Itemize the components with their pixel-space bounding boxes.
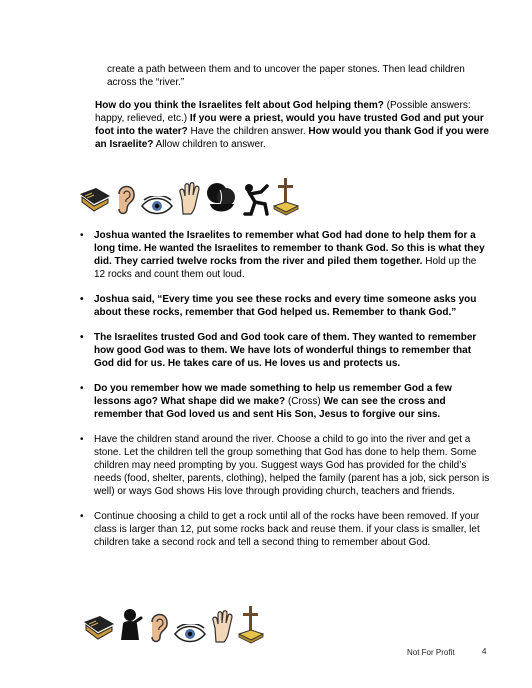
icon-strip-bottom [82,604,265,644]
intro-paragraph: create a path between them and to uncover the paper stones. Then lead children across the “river.” [107,64,465,88]
eye-icon [173,624,207,644]
praying-child-icon [119,608,145,644]
question-1: How do you think the Israelites felt about God helping them? [95,100,384,111]
bullet-4-statement: We can see the cross and remember that God loved us and sent His Son, Jesus to forgive our sins. [94,396,446,420]
hand-icon [210,610,234,644]
cross-bible-icon [237,604,265,644]
bullet-5: Have the children stand around the river. Choose a child to go into the river and get a stone. Let the children tell the group something that God has done to help them. Some children may need prompting by you. Suggest ways God has provided for the child’s needs (food, shelter, parents, clothing), helped the family (parent has a job, sick person is well) or ways God shows His love through providing church, teachers and friends. [94,434,490,497]
bullet-1-bold: Joshua wanted the Israelites to remember what God had done to help them for a long time. He wanted the Israelites to remember to thank God. So this is what they did. They carried twelve rocks from the river and piled them together. [94,230,485,267]
list-item [80,293,490,319]
list-item [80,331,490,370]
question-3: How would you thank God if you were an Israelite? [95,126,489,150]
bullet-3: The Israelites trusted God and God took care of them. They wanted to remember how good God was to them. We have lots of wonderful things to remember that God did for us. He takes care of us. He loves us and protects us. [94,332,477,369]
list-item [80,433,490,498]
list-item [80,510,490,549]
bible-icon [78,184,112,216]
bullet-dot: • [80,383,84,394]
kneeling-figure-icon [241,182,269,216]
bullet-dot: • [80,294,84,305]
ear-icon [148,610,170,644]
eye-icon [140,196,174,216]
praying-heads-icon [204,180,238,216]
discussion-questions [95,99,490,151]
answer-3: Allow children to answer. [153,139,266,150]
list-item [80,229,490,281]
question-2: If you were a priest, would you have trusted God and put your foot into the water? [95,113,484,137]
bullet-1-plain: Hold up the 12 rocks and count them out loud. [94,256,477,280]
cross-bible-icon [272,176,300,216]
bullet-dot: • [80,511,84,522]
hand-icon [177,182,201,216]
bullet-2: Joshua said, “Every time you see these rocks and every time someone asks you about these rocks, remember that God helped us. Remember to thank God.” [94,294,477,318]
bullet-4-answer: (Cross) [285,396,324,407]
bullet-6: Continue choosing a child to get a rock until all of the rocks have been removed. If your class is larger than 12, put some rocks back and reuse them. if your class is smaller, let children take a second rock and tell a second thing to remember about God. [94,511,480,548]
footer-text: Not For Profit [407,648,455,657]
answer-2: Have the children answer. [187,126,309,137]
bullet-dot: • [80,332,84,343]
page-number: 4 [482,647,487,656]
bullet-dot: • [80,434,84,445]
bible-icon [82,612,116,644]
answer-1: (Possible answers: happy, relieved, etc.) [95,100,471,124]
ear-icon [115,182,137,216]
bullet-dot: • [80,230,84,241]
list-item [80,382,490,421]
icon-strip-top [78,176,300,216]
bullet-4-question: Do you remember how we made something to help us remember God a few lessons ago? What shape did we make? [94,383,452,407]
bullet-list [80,229,490,561]
